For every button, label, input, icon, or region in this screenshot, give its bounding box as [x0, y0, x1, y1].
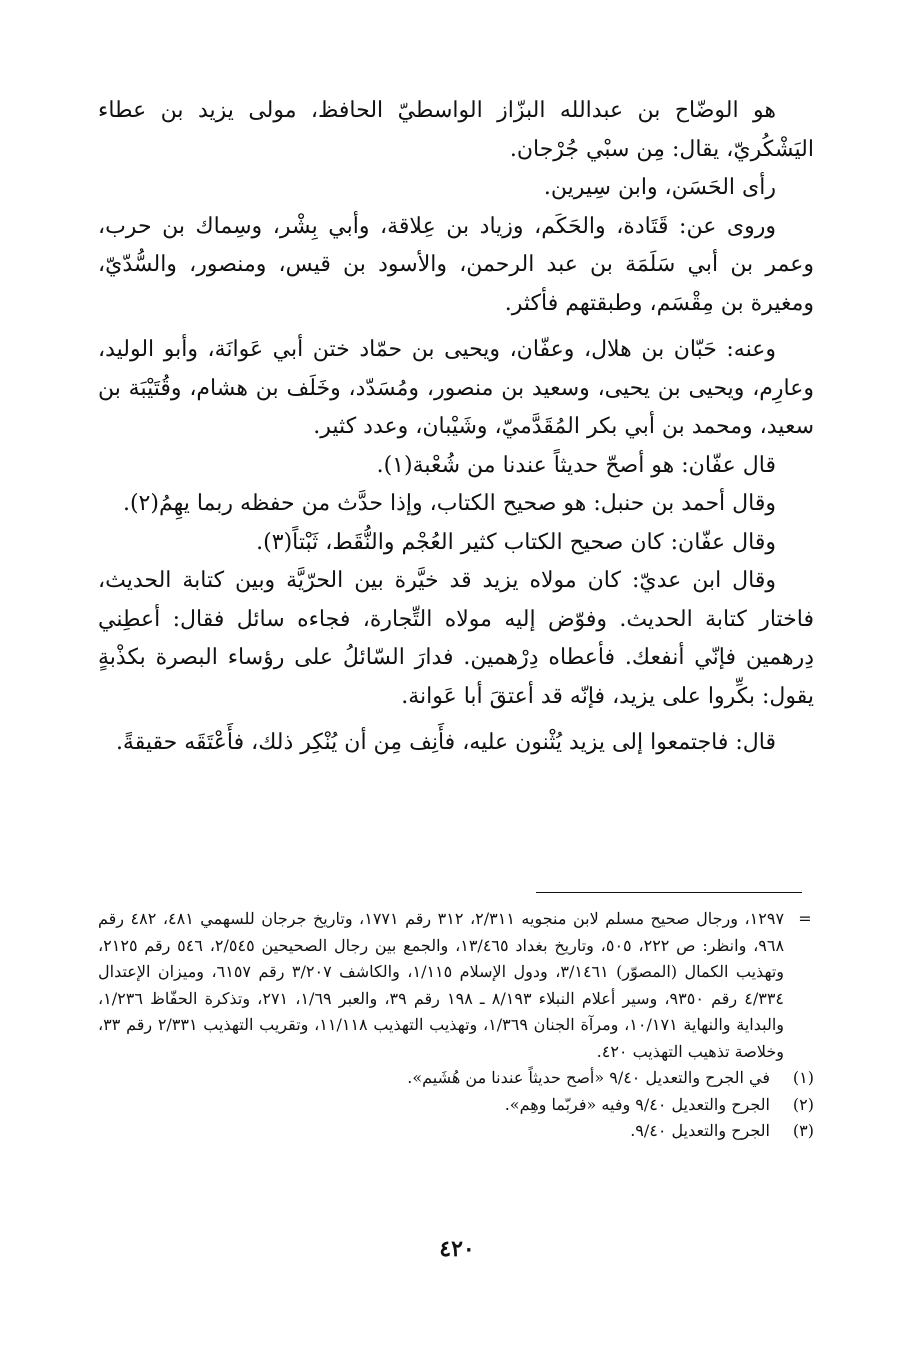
paragraph-ibn-adi-quote: وقال ابن عديّ: كان مولاه يزيد قد خيَّرة بين الحرّيَّة وبين كتابة الحديث، فاختار كتابة الحديث. وفوّض إليه مولاه التِّجارة، فجاءه سائل فقال: أعطِني دِرهمين فإنّي أنفعك. فأعطاه دِرْهمين. فدارَ السّائلُ على رؤساء البصرة بكذْبةٍ يقول: بكِّروا على يزيد، فإنّه قد أعتقَ أبا عَوانة. — [98, 568, 814, 709]
paragraph-saw: رأى الحَسَن، وابن سِيرين. — [543, 175, 776, 200]
footnote-number: (١) — [792, 1068, 814, 1087]
paragraph-narrated-from: وروى عن: قَتَادة، والحَكَم، وزياد بن عِلاقة، وأبي بِشْر، وسِماك بن حرب، وعمر بن أبي سَلَمَة بن عبد الرحمن، والأسود بن قيس، ومنصور، والسُّدّيّ، ومغيرة بن مِقْسَم، وطبقتهم فأكثر. — [98, 213, 814, 316]
footnotes — [98, 906, 814, 1145]
footnote-1 — [98, 1065, 814, 1092]
paragraph-affan-quote-2: وقال عفّان: كان صحيح الكتاب كثير العُجْم والنُّقَط، ثَبْتاً(٣). — [256, 529, 776, 555]
footnote-text: الجرح والتعديل ٩/٤٠ وفيه «فربّما وهِم». — [504, 1094, 770, 1114]
paragraph-affan-quote: قال عفّان: هو أصحّ حديثاً عندنا من شُعْبة(١). — [376, 452, 776, 478]
footnote-text: الجرح والتعديل ٩/٤٠. — [630, 1121, 770, 1140]
paragraph-ahmad-quote: وقال أحمد بن حنبل: هو صحيح الكتاب، وإذا حدَّث من حفظه ربما يهِمُ(٢). — [122, 491, 776, 516]
page-number: ٤٢٠ — [439, 1236, 475, 1262]
footnote-continuation-text: ١٢٩٧، ورجال صحيح مسلم لابن منجويه ٢/٣١١، ٣١٢ رقم ١٧٧١، وتاريخ جرجان للسهمي ٤٨١، ٤٨٢ رقم ٩٦٨، وانظر: ص ٢٢٢، ٥٠٥، وتاريخ بغداد ١٣/٤٦٥، والجمع بين رجال الصحيحين ٢/٥٤٥، ٥٤٦ رقم ٢١٢٥، وتهذيب الكمال (المصوّر) ٣/١٤٦١، ودول الإسلام ١/١١٥، والكاشف ٣/٢٠٧ رقم ٦١٥٧، وميزان الإعتدال ٤/٣٣٤ رقم ٩٣٥٠، وسير أعلام النبلاء ٨/١٩٣ ـ ١٩٨ رقم ٣٩، والعبر ١/٦٩، ٢٧١، وتذكرة الحفّاظ ١/٢٣٦، والبداية والنهاية ١٠/١٧١، ومرآة الجنان ١/٣٦٩، وتهذيب التهذيب ١١/١١٨، وتقريب التهذيب ٢/٣٣١ رقم ٣٣، وخلاصة تذهيب التهذيب ٤٢٠. — [98, 909, 785, 1061]
footnote-text: في الجرح والتعديل ٩/٤٠ «أصح حديثاً عندنا من هُشَيم». — [407, 1068, 770, 1087]
continuation-mark: = — [798, 909, 812, 928]
main-text — [98, 92, 814, 763]
footnote-3 — [98, 1118, 814, 1145]
paragraph-biography: هو الوضّاح بن عبدالله البزّاز الواسطيّ الحافظ، مولى يزيد بن عطاء اليَشْكُريّ، يقال: مِن سبْي جُرْجان. — [98, 98, 814, 162]
footnote-divider — [536, 892, 802, 893]
footnote-2 — [98, 1092, 814, 1119]
paragraph-conclusion: قال: فاجتمعوا إلى يزيد يُثْنون عليه، فأَنِف مِن أن يُنْكِر ذلك، فأَعْتَقَه حقيقةً. — [115, 730, 776, 755]
footnote-continuation — [98, 906, 814, 1065]
footnote-number: (٣) — [792, 1121, 814, 1140]
paragraph-narrators-from-him: وعنه: حَبّان بن هلال، وعفّان، ويحيى بن حمّاد ختن أبي عَوانَة، وأبو الوليد، وعارِم، ويحيى بن يحيى، وسعيد بن منصور، ومُسَدّد، وخَلَف بن هشام، وقُتَيْبَة بن سعيد، ومحمد بن أبي بكر المُقَدَّميّ، وشَيْبان، وعدد كثير. — [98, 337, 814, 439]
footnote-number: (٢) — [792, 1094, 814, 1114]
